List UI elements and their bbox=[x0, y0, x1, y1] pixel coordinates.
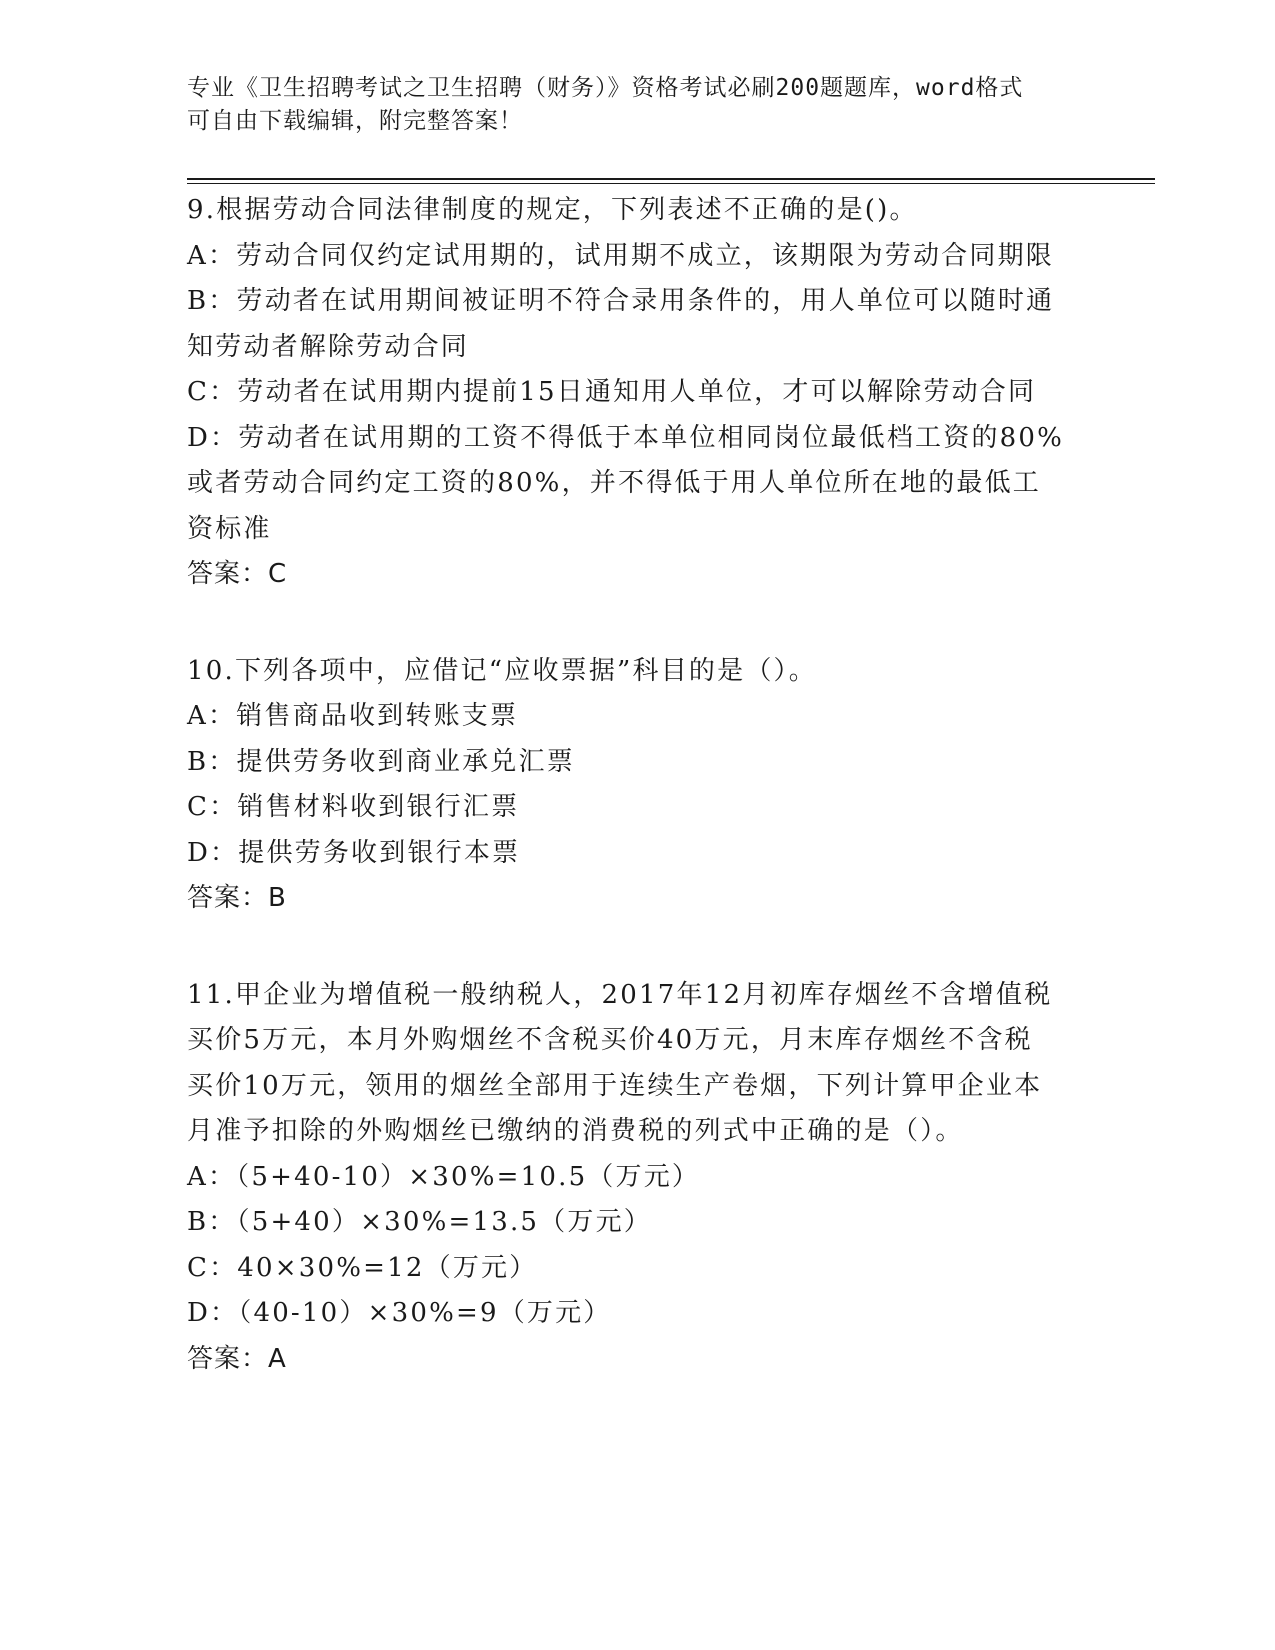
document-header bbox=[187, 72, 1067, 138]
option-b bbox=[187, 740, 1087, 786]
stem-line: 买价5万元，本月外购烟丝不含税买价40万元，月末库存烟丝不含税 bbox=[187, 1025, 1033, 1055]
header-line-1: 专业《卫生招聘考试之卫生招聘（财务）》资格考试必刷200题题库，word格式 bbox=[187, 75, 1024, 101]
stem-line: 10.下列各项中，应借记“应收票据”科目的是（）。 bbox=[187, 655, 817, 686]
stem-line: 买价10万元，领用的烟丝全部用于连续生产卷烟，下列计算甲企业本 bbox=[187, 1070, 1043, 1101]
option-a bbox=[187, 694, 1087, 740]
option-a bbox=[187, 234, 1087, 280]
option-line: C：劳动者在试用期内提前15日通知用人单位，才可以解除劳动合同 bbox=[187, 377, 1037, 407]
option-line: D：（40-10）×30%=9（万元） bbox=[187, 1298, 612, 1328]
question-stem bbox=[187, 188, 1087, 234]
question-11 bbox=[187, 973, 1087, 1383]
option-line: D：劳动者在试用期的工资不得低于本单位相同岗位最低档工资的80% bbox=[187, 422, 1065, 453]
option-b bbox=[187, 279, 1087, 370]
option-c bbox=[187, 370, 1087, 416]
question-stem bbox=[187, 649, 1087, 695]
question-9 bbox=[187, 188, 1087, 598]
option-b bbox=[187, 1200, 1087, 1246]
answer-label: 答案：C bbox=[187, 559, 288, 589]
answer-label: 答案：A bbox=[187, 1343, 287, 1374]
option-line: C：40×30%=12（万元） bbox=[187, 1252, 538, 1283]
option-line: C：销售材料收到银行汇票 bbox=[187, 792, 520, 822]
option-line: A：劳动合同仅约定试用期的，试用期不成立，该期限为劳动合同期限 bbox=[187, 240, 1054, 271]
option-a bbox=[187, 1155, 1087, 1201]
stem-line: 9.根据劳动合同法律制度的规定，下列表述不正确的是()。 bbox=[187, 195, 918, 225]
question-10 bbox=[187, 649, 1087, 922]
option-line: A：销售商品收到转账支票 bbox=[187, 701, 519, 731]
option-line: 知劳动者解除劳动合同 bbox=[187, 331, 470, 362]
option-line: 资标准 bbox=[187, 513, 272, 544]
answer-label: 答案：B bbox=[187, 883, 287, 913]
header-line-2: 可自由下载编辑，附完整答案！ bbox=[187, 108, 523, 134]
option-d bbox=[187, 831, 1087, 877]
header-divider-thin bbox=[187, 183, 1155, 184]
option-line: B：（5+40）×30%=13.5（万元） bbox=[187, 1207, 652, 1237]
question-stem bbox=[187, 973, 1087, 1155]
option-line: B：劳动者在试用期间被证明不符合录用条件的，用人单位可以随时通 bbox=[187, 286, 1055, 316]
option-c bbox=[187, 785, 1087, 831]
question-list bbox=[187, 188, 1087, 1433]
option-line: 或者劳动合同约定工资的80%，并不得低于用人单位所在地的最低工 bbox=[187, 468, 1041, 498]
stem-line: 11.甲企业为增值税一般纳税人，2017年12月初库存烟丝不含增值税 bbox=[187, 979, 1053, 1010]
option-line: A：（5+40-10）×30%=10.5（万元） bbox=[187, 1161, 701, 1192]
stem-line: 月准予扣除的外购烟丝已缴纳的消费税的列式中正确的是（）。 bbox=[187, 1116, 964, 1146]
option-c bbox=[187, 1246, 1087, 1292]
option-d bbox=[187, 1291, 1087, 1337]
option-d bbox=[187, 416, 1087, 553]
option-line: B：提供劳务收到商业承兑汇票 bbox=[187, 746, 575, 777]
header-divider-thick bbox=[187, 178, 1155, 180]
option-line: D：提供劳务收到银行本票 bbox=[187, 837, 521, 868]
